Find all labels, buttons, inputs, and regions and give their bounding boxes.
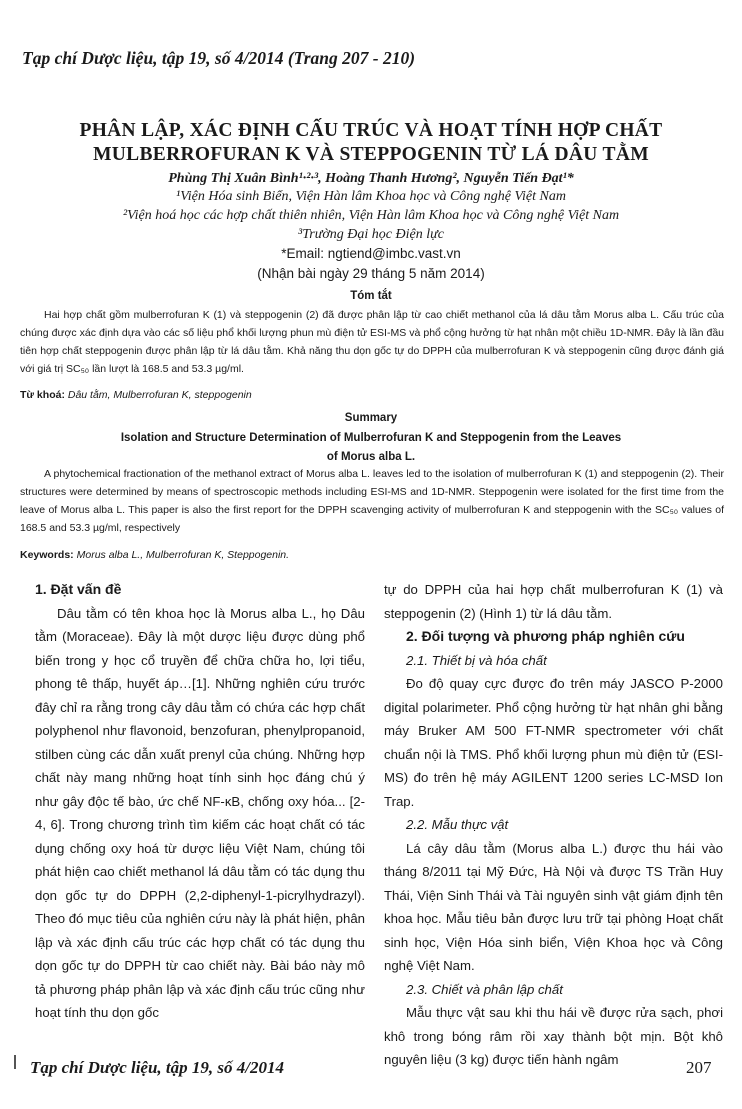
section2-heading: 2. Đối tượng và phương pháp nghiên cứu xyxy=(406,628,685,644)
subsection-2-3-heading: 2.3. Chiết và phân lập chất xyxy=(406,981,563,997)
received-date: (Nhận bài ngày 29 tháng 5 năm 2014) xyxy=(257,266,485,281)
article-title-line1: PHÂN LẬP, XÁC ĐỊNH CẤU TRÚC VÀ HOẠT TÍNH HỢP CHẤT xyxy=(79,120,663,141)
keywords-text: Morus alba L., Mulberrofuran K, Steppogenin. xyxy=(76,549,290,561)
summary-title-line1: Isolation and Structure Determination of Mulberrofuran K and Steppogenin from the Leaves xyxy=(120,432,622,444)
tomtat-abstract xyxy=(20,306,724,378)
footer-journal: Tạp chí Dược liệu, tập 19, số 4/2014 xyxy=(30,1058,284,1077)
right-column xyxy=(384,578,723,1072)
tomtat-text: Hai hợp chất gồm mulberrofuran K (1) và steppogenin (2) đã được phân lập từ cao chiết methanol của lá dâu tằm Morus alba L. Cấu trúc của chúng được xác định dựa vào các số liệu phổ khối lượng phun mù điện tử ESI-MS và phổ cộng hưởng từ hạt nhân một chiều 1D-NMR. Đây là lần đầu tiên hợp chất steppogenin được phân lập từ lá dâu tằm. Khả năng thu dọn gốc tự do DPPH của mulberrofuran K và steppogenin cũng được đánh giá với giá trị SC₅₀ lần lượt là 168.5 and 53.3 µg/ml. xyxy=(20,309,724,375)
affiliation-2: ²Viện hoá học các hợp chất thiên nhiên, Viện Hàn lâm Khoa học và Công nghệ Việt Nam xyxy=(122,208,620,223)
subsection-2-1-heading: 2.1. Thiết bị và hóa chất xyxy=(406,652,547,668)
summary-abstract xyxy=(20,465,724,537)
footer-rule xyxy=(14,1055,16,1069)
page-number: 207 xyxy=(686,1058,712,1077)
tukhoa-label: Từ khoá: xyxy=(20,389,65,401)
tukhoa xyxy=(20,389,252,401)
article-title-line2: MULBERROFURAN K VÀ STEPPOGENIN TỪ LÁ DÂU TẰM xyxy=(93,144,649,165)
keywords xyxy=(20,549,289,561)
author-email: *Email: ngtiend@imbc.vast.vn xyxy=(281,246,461,261)
section1-paragraph: Dâu tằm có tên khoa học là Morus alba L., họ Dâu tằm (Moraceae). Đây là một dược liệu được dùng phổ biến trong y học cổ truyền để chữa chữa ho, lợi tiểu, phong tê thấp, huyết áp…[1]. Những nghiên cứu trước đây chỉ ra rằng trong cây dâu tằm có chứa các hợp chất polyphenol như flavonoid, benzofuran, phenylpropanoid, stilben cùng các dẫn xuất prenyl của chúng. Những hợp chất này mang những hoạt tính sinh học đáng chú ý như gây độc tế bào, ức chế NF-κB, chống oxy hóa... [2-4, 6]. Trong chương trình tìm kiếm các hoạt chất có tác dụng chống oxy hoá từ dược liệu Việt Nam, chúng tôi phát hiện cao chiết methanol lá dâu tằm có tác dụng thu dọn gốc tự do DPPH (2,2-diphenyl-1-picrylhydrazyl). Theo đó mục tiêu của nghiên cứu này là phát hiện, phân lập và xác định cấu trúc các hợp chất có tác dụng thu dọn gốc tự do DPPH từ cao chiết này. Bài báo này mô tả phương pháp phân lập và xác định cấu trúc cũng như hoạt tính thu dọn gốc xyxy=(35,605,365,1020)
journal-header: Tạp chí Dược liệu, tập 19, số 4/2014 (Trang 207 - 210) xyxy=(22,48,416,68)
left-column xyxy=(35,578,365,1025)
affiliation-3: ³Trường Đại học Điện lực xyxy=(298,227,444,242)
section1-heading: 1. Đặt vấn đề xyxy=(35,581,122,597)
authors: Phùng Thị Xuân Bình¹·²·³, Hoàng Thanh Hương², Nguyễn Tiến Đạt¹* xyxy=(168,171,574,186)
keywords-label: Keywords: xyxy=(20,549,74,561)
affiliation-1: ¹Viện Hóa sinh Biển, Viện Hàn lâm Khoa học và Công nghệ Việt Nam xyxy=(176,189,566,204)
summary-title-line2: of Morus alba L. xyxy=(326,451,416,463)
subsection-2-3-text: Mẫu thực vật sau khi thu hái về được rửa sạch, phơi khô trong bóng râm rồi xay thành bột mịn. Bột khô nguyên liệu (3 kg) được tiến hành ngâm xyxy=(384,1005,723,1067)
subsection-2-2-heading: 2.2. Mẫu thực vật xyxy=(406,817,509,832)
tukhoa-text: Dâu tằm, Mulberrofuran K, steppogenin xyxy=(67,389,252,401)
summary-text: A phytochemical fractionation of the methanol extract of Morus alba L. leaves led to the isolation of mulberrofuran K (1) and steppogenin (2). Their structures were determined by means of spectroscopic methods including ESI-MS and 1D-NMR. Steppogenin were isolated for the first time from the leave of Morus alba L. This paper is also the first report for the DPPH scavenging activity of mulberrofuran K and steppogenin with the SC₅₀ values of 168.5 and 53.3 µg/ml, respectively xyxy=(20,468,724,534)
subsection-2-1-text: Đo độ quay cực được đo trên máy JASCO P-2000 digital polarimeter. Phổ cộng hưởng từ hạt nhân ghi bằng máy Bruker AM 500 FT-NMR spectrometer với chất chuẩn nội là TMS. Phổ khối lượng phun mù điện tử (ESI-MS) đo trên hệ máy AGILENT 1200 series LC-MSD Ion Trap. xyxy=(384,676,723,809)
subsection-2-2-text: Lá cây dâu tằm (Morus alba L.) được thu hái vào tháng 8/2011 tại Mỹ Đức, Hà Nội và được TS Trần Huy Thái, Viện Sinh Thái và Tài nguyên sinh vật giám định tên khoa học. Mẫu tiêu bản được lưu trữ tại phòng Hoạt chất sinh học, Viện Hóa sinh biển, Viện Khoa học và Công nghệ Việt Nam. xyxy=(384,840,723,973)
summary-heading: Summary xyxy=(344,412,398,424)
right-paragraph-0: tự do DPPH của hai hợp chất mulberrofuran K (1) và steppogenin (2) (Hình 1) từ lá dâu tằm. xyxy=(384,582,723,621)
tomtat-heading: Tóm tắt xyxy=(350,290,392,302)
